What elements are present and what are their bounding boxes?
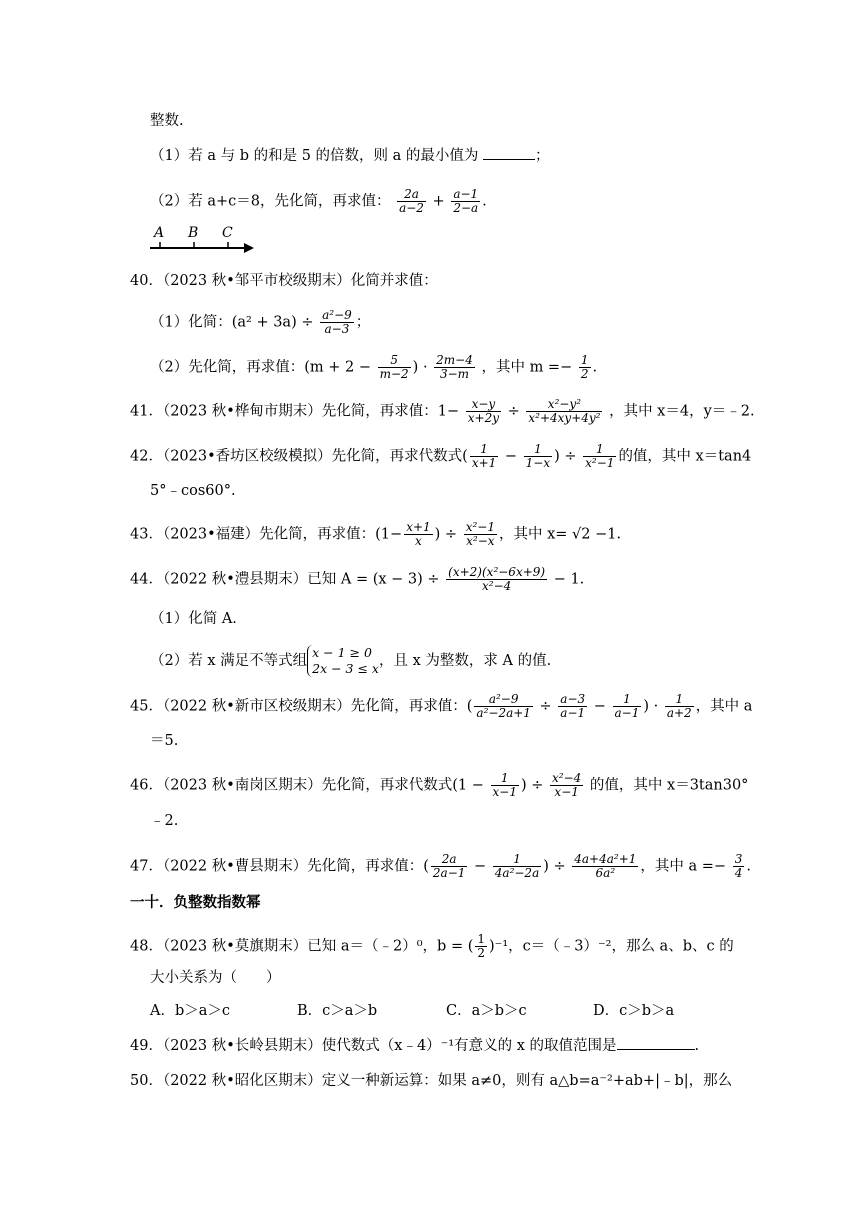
problem-44-part1: （1）化简 A. — [150, 611, 237, 627]
text: . — [694, 1038, 700, 1054]
text: ，其中 m =− — [481, 359, 573, 376]
text: 49．（2023 秋•长岭县期末）使代数式（x﹣4）⁻¹有意义的 x 的取值范围是 — [130, 1038, 617, 1054]
text: 41．（2023 秋•桦甸市期末）先化简，再求值：1− — [130, 403, 460, 420]
fraction: $\frac{1}{1-x}$ — [525, 442, 551, 470]
problem-46: 46．（2023 秋•南岗区期末）先化简，再求代数式(1 − $\frac{1}{x-1}$ ) ÷ $\frac{\text{x²−4}}{x-1}$ 的值，其中 x＝3tan30° — [130, 771, 749, 799]
fraction: $\frac{2a}{a-2}$ — [399, 187, 424, 215]
problem-45-cont: ＝5. — [150, 733, 179, 749]
label-a: A — [154, 225, 165, 241]
problem-43: 43．（2023•福建）先化简，再求值：(1− $\frac{x+1}{x}$ ) ÷ $\frac{\text{x²−1}}{\text{x²−x}}$ ，其中 x= √2 −1. — [130, 520, 622, 548]
fraction: $\frac{\text{(x+2)(x²−6x+9)}}{\text{x²−4}}$ — [448, 565, 546, 593]
problem-40-part1: （1）化简：(a² + 3a) ÷ $\frac{\text{a²−9}}{a-3}$ ； — [150, 308, 371, 336]
fraction: $\frac{1}{x-1}$ — [492, 771, 517, 799]
fraction: $\frac{2a}{2a-1}$ — [432, 852, 466, 880]
text: 45．（2022 秋•新市区校级期末）先化简，再求值：( — [130, 698, 473, 715]
text: 44．（2022 秋•澧县期末）已知 A = (x − 3) ÷ — [130, 571, 440, 588]
problem-47: 47．（2022 秋•曹县期末）先化简，再求值：( $\frac{2a}{2a-1}$ − $\frac{1}{\text{4a²−2a}}$ ) ÷ $\frac{\text{4a+4a²+1}}{\text{6a²}}$ ，其中 a =− $\frac{3}{4}$ . — [130, 852, 751, 880]
fraction: $\frac{a-1}{2-a}$ — [453, 187, 479, 215]
problem-50: 50．（2022 秋•昭化区期末）定义一种新运算：如果 a≠0，则有 a△b=a⁻²+ab+|﹣b|，那么 — [130, 1073, 733, 1089]
fraction: $\frac{x+1}{x}$ — [406, 520, 431, 548]
problem-48 — [130, 933, 734, 960]
label-b: B — [188, 225, 199, 241]
fraction: $\frac{5}{m-2}$ — [379, 353, 409, 381]
problem-41: 41．（2023 秋•桦甸市期末）先化简，再求值：1− $\frac{x-y}{x+2y}$ ÷ $\frac{\text{x²−y²}}{\text{x²+4xy+4y²}}$ ，其中 x＝4，y＝﹣2. — [130, 397, 755, 425]
section-heading: 一十．负整数指数幂 — [130, 895, 261, 911]
text: ，其中 a =− — [640, 858, 727, 875]
problem-42: 42．（2023•香坊区校级模拟）先化简，再求代数式( $\frac{1}{x+1}$ − $\frac{1}{1-x}$ ) ÷ $\frac{1}{\text{x²−1}}$ 的值，其中 x＝tan4 — [130, 442, 752, 470]
text: ，且 x 为整数，求 A 的值. — [378, 653, 552, 669]
fraction: $\frac{1}{a-1}$ — [614, 692, 640, 720]
fraction: $\frac{3}{4}$ — [734, 852, 743, 880]
text: − 1. — [553, 571, 585, 588]
text: ，其中 x＝4，y＝﹣2. — [609, 403, 755, 420]
number-line — [148, 222, 258, 254]
text: ，其中 a — [695, 698, 753, 715]
text: （2）若 x 满足不等式组 — [150, 653, 308, 669]
fraction: $\frac{1}{2}$ — [580, 353, 589, 381]
option-d[interactable]: D．c＞b＞a — [593, 1003, 675, 1019]
text: （2）先化简，再求值：(m + 2 − — [150, 359, 371, 376]
option-a[interactable]: A．b＞a＞c — [150, 1003, 231, 1019]
problem-45: 45．（2022 秋•新市区校级期末）先化简，再求值：( $\frac{\text{a²−9}}{\text{a²−2a+1}}$ ÷ $\frac{a-3}{a-1}$ − $\frac{1}{a-1}$ ) · $\frac{1}{a+2}$ ，其中 a — [130, 692, 753, 720]
fraction: $\frac{\text{a²−9}}{\text{a²−2a+1}}$ — [476, 692, 531, 720]
option-b[interactable]: B．c＞a＞b — [297, 1003, 378, 1019]
fraction: $\frac{1}{\text{x²−1}}$ — [585, 442, 615, 470]
intro-line: 整数. — [150, 113, 184, 129]
problem-44-part2 — [150, 645, 551, 677]
inequality-system: x − 1 ≥ 0 2x − 3 ≤ x — [307, 645, 379, 677]
text: （1）化简：(a² + 3a) ÷ — [150, 314, 314, 331]
problem-49 — [130, 1036, 699, 1056]
text: 46．（2023 秋•南岗区期末）先化简，再求代数式(1 − — [130, 777, 484, 794]
fraction: $\frac{\text{a²−9}}{a-3}$ — [322, 308, 352, 336]
fraction: $\frac{\text{x²−4}}{x-1}$ — [552, 771, 582, 799]
problem-42-cont: 5°﹣cos60°. — [150, 483, 236, 499]
question-text: （1）若 a 与 b 的和是 5 的倍数，则 a 的最小值为 — [150, 148, 479, 164]
fraction: $\frac{a-3}{a-1}$ — [560, 692, 586, 720]
problem-40-part2: （2）先化简，再求值：(m + 2 − $\frac{5}{m-2}$ ) · $\frac{2m-4}{3-m}$ ，其中 m =− $\frac{1}{2}$ . — [150, 353, 598, 381]
question-2: （2）若 a+c＝8，先化简，再求值： $\frac{2a}{a-2}$ + $\frac{a-1}{2-a}$ . — [150, 187, 487, 215]
option-c[interactable]: C．a＞b＞c — [446, 1003, 527, 1019]
fraction: $\frac{\text{4a+4a²+1}}{\text{6a²}}$ — [574, 852, 637, 880]
text: 43．（2023•福建）先化简，再求值：(1− — [130, 526, 403, 543]
text: 的值，其中 x＝3tan30° — [589, 777, 749, 794]
question-text: （2）若 a+c＝8，先化简，再求值： — [150, 193, 391, 210]
text: 的值，其中 x＝tan4 — [618, 448, 752, 465]
fraction: $\frac{1}{x+1}$ — [471, 442, 497, 470]
answer-blank[interactable] — [617, 1049, 695, 1050]
problem-46-cont: ﹣2. — [150, 813, 179, 829]
problem-48-cont: 大小关系为（ ） — [150, 970, 281, 986]
problem-40-head: 40．（2023 秋•邹平市校级期末）化简并求值： — [130, 273, 438, 289]
fraction: $\frac{\text{x²−1}}{\text{x²−x}}$ — [465, 520, 495, 548]
text: )⁻¹，c＝（﹣3）⁻²，那么 a、b、c 的 — [489, 938, 734, 955]
text: 48．（2023 秋•莫旗期末）已知 a＝（﹣2）⁰，b = ( — [130, 938, 474, 955]
text: ，其中 x= √2 −1. — [498, 526, 622, 543]
fraction: $\frac{\text{x²−y²}}{\text{x²+4xy+4y²}}$ — [528, 397, 601, 425]
problem-44 — [130, 566, 584, 593]
text: 47．（2022 秋•曹县期末）先化简，再求值：( — [130, 858, 429, 875]
label-c: C — [222, 225, 233, 241]
question-1: （1）若 a 与 b 的和是 5 的倍数，则 a 的最小值为 ； — [150, 148, 550, 164]
fraction: $\frac{2m-4}{3-m}$ — [436, 353, 473, 381]
fraction: $\frac{1}{a+2}$ — [666, 692, 692, 720]
answer-blank[interactable] — [483, 159, 535, 160]
text: 42．（2023•香坊区校级模拟）先化简，再求代数式( — [130, 448, 468, 465]
fraction: $\frac{1}{2}$ — [477, 932, 486, 960]
fraction: $\frac{x-y}{x+2y}$ — [467, 397, 499, 425]
fraction: $\frac{1}{\text{4a²−2a}}$ — [494, 852, 540, 880]
